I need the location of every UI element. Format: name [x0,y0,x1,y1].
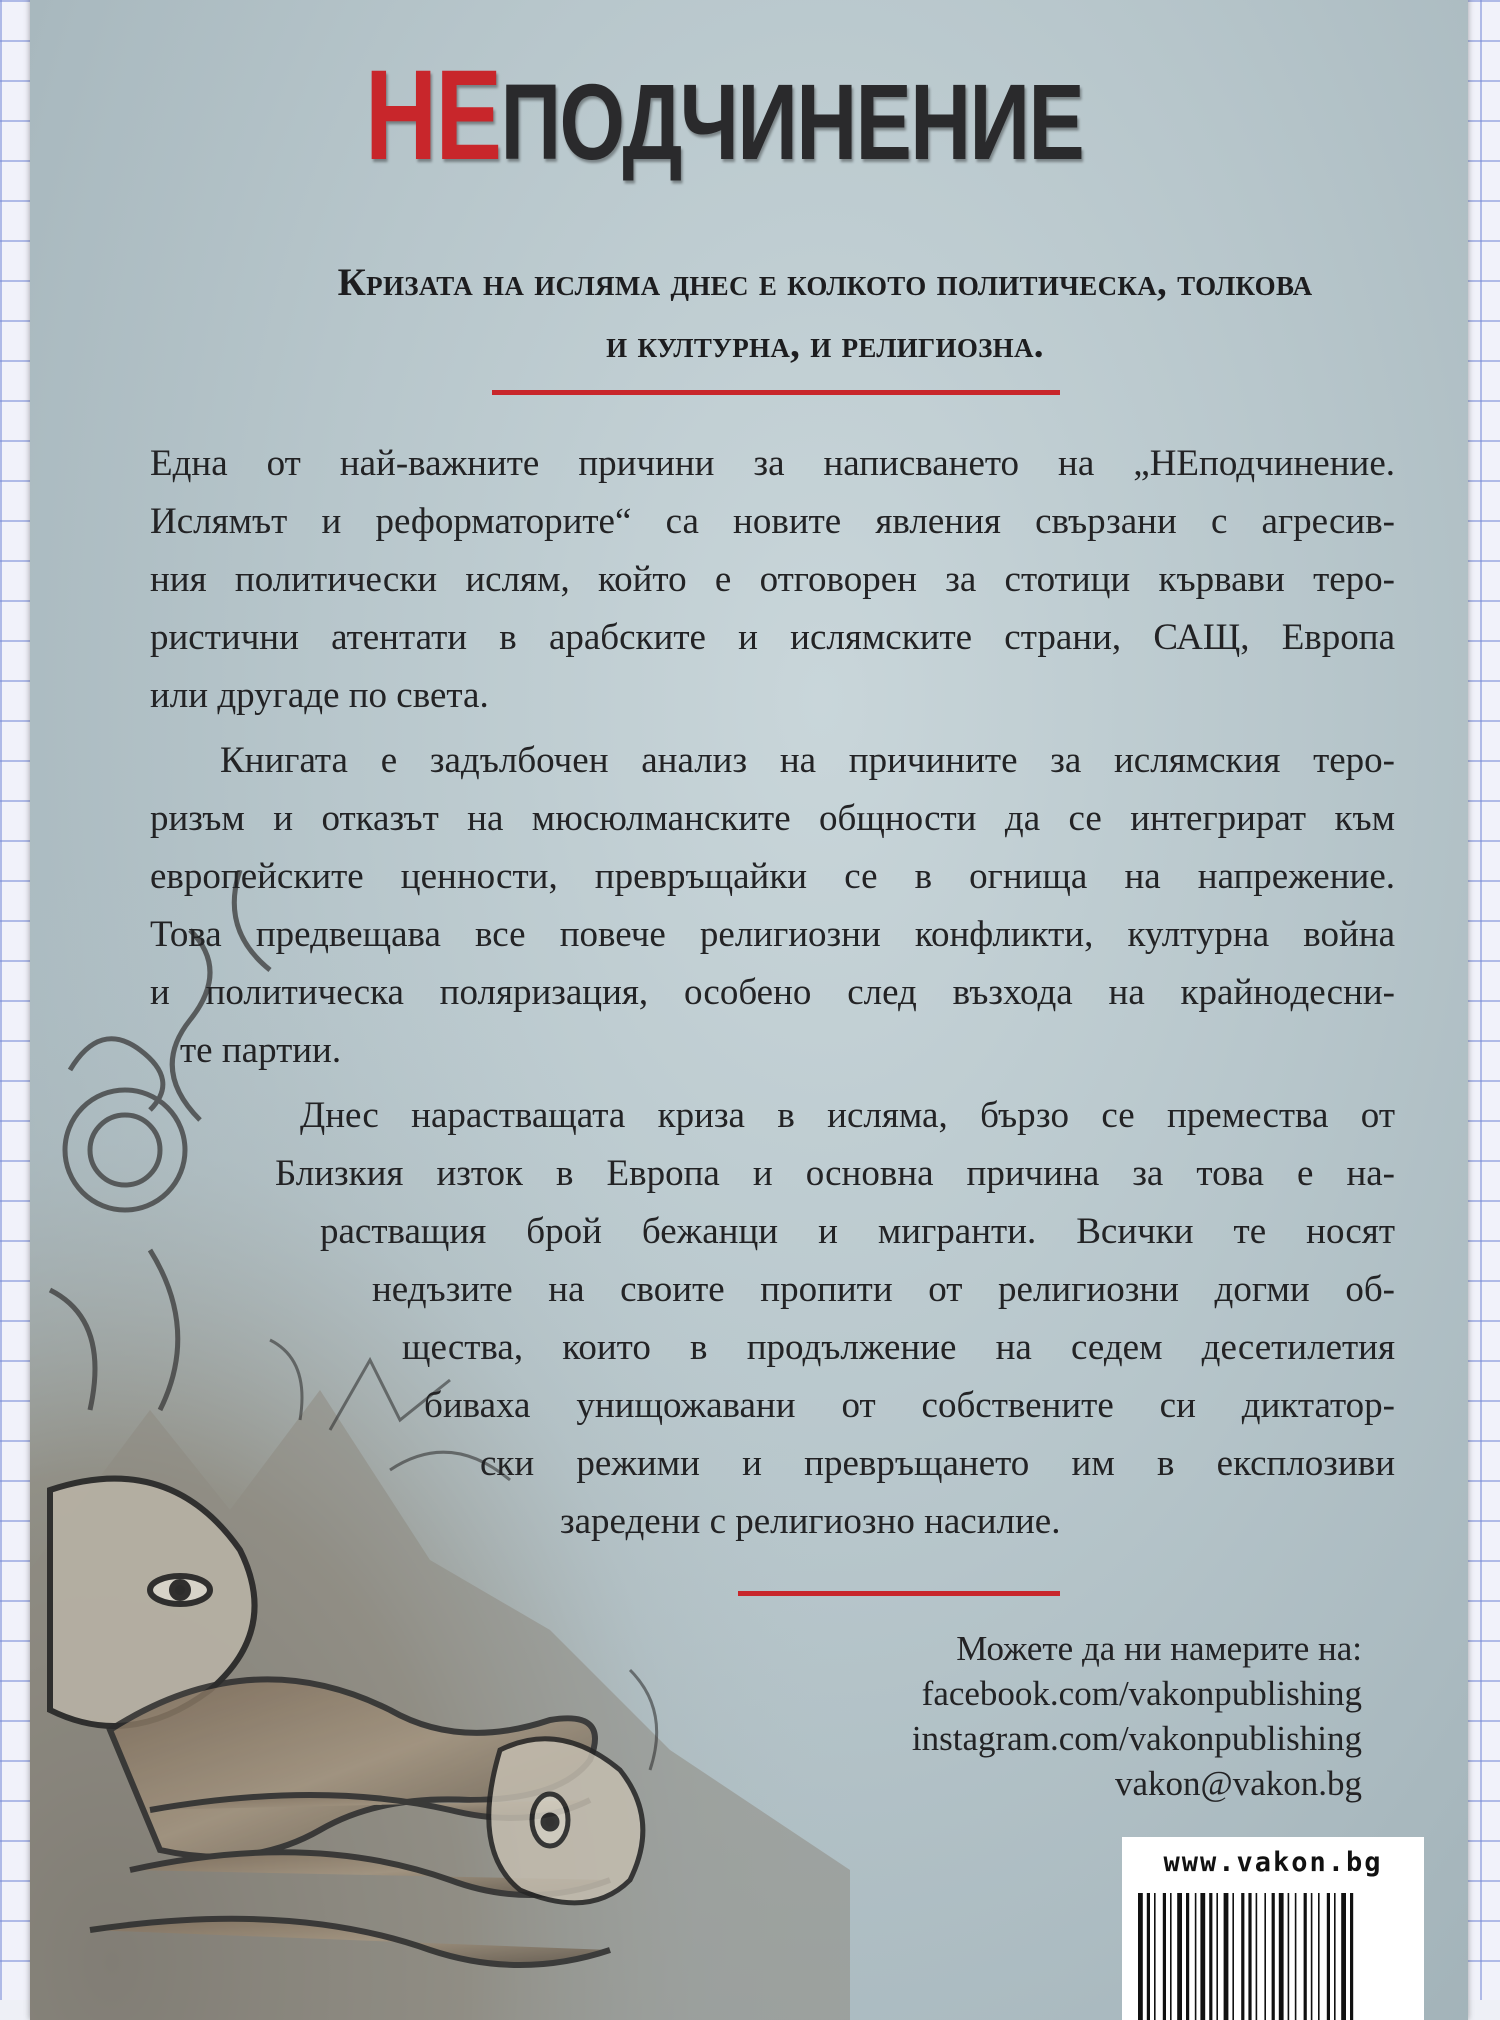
text-line: Близкия изток в Европа и основна причина за това е на- [275,1153,1395,1194]
red-divider-bottom [738,1591,1060,1596]
barcode-bar [1264,1893,1266,2020]
red-divider-top [492,390,1060,395]
barcode-bar [1138,1893,1143,2020]
barcode-label [1122,1837,1424,2020]
barcode-bar [1200,1893,1205,2020]
barcode-image [1134,1893,1412,2020]
barcode-bar [1256,1893,1258,2020]
barcode-bar [1272,1893,1275,2020]
barcode-bar [1195,1893,1197,2020]
text-line: Ислямът и реформаторите“ са новите явления свързани с агресив- [150,501,1395,542]
email-link[interactable]: vakon@vakon.bg [1114,1764,1362,1803]
text-line: недъзите на своите пропити от религиозни догми об- [372,1269,1395,1310]
text-line: заредени с религиозно насилие. [560,1501,1061,1542]
barcode-bar [1350,1893,1353,2020]
text-line: европейските ценности, превръщайки се в огнища на напрежение. [150,856,1395,897]
barcode-bar [1209,1893,1212,2020]
barcode-bar [1163,1893,1166,2020]
text-line: Една от най-важните причини за написването на „НЕподчинение. [150,443,1395,484]
barcode-bar [1147,1893,1150,2020]
subtitle-line-2: и културна, и религиозна. [606,323,1044,366]
barcode-bar [1327,1893,1330,2020]
text-line: ризъм и отказът на мюсюлманските общности да се интегрират към [150,798,1395,839]
subtitle [240,252,1410,376]
text-line: ния политически ислям, който е отговорен за стотици кървави теро- [150,559,1395,600]
barcode-bar [1170,1893,1172,2020]
barcode-bar [1334,1893,1336,2020]
subtitle-line-1: Кризата на исляма днес е колкото политическа, толкова [337,261,1313,304]
text-line: те партии. [180,1030,342,1071]
text-line: растващия брой бежанци и мигранти. Всички те носят [320,1211,1395,1252]
contact-block [912,1626,1362,1806]
text-line: Книгата е задълбочен анализ на причините за ислямския теро- [220,740,1395,781]
book-back-cover [30,0,1468,2020]
barcode-bar [1341,1893,1346,2020]
facebook-link[interactable]: facebook.com/vakonpublishing [921,1674,1362,1713]
barcode-bar [1311,1893,1313,2020]
barcode-bar [1248,1893,1251,2020]
text-line: ристични атентати в арабските и ислямските страни, САЩ, Европа [150,617,1395,658]
barcode-bar [1241,1893,1244,2020]
text-line: и политическа поляризация, особено след възхода на крайнодесни- [150,972,1395,1013]
text-line: биваха унищожавани от собствените си диктатор- [424,1385,1395,1426]
title-prefix: НЕ [365,44,501,187]
text-line: щества, които в продължение на седем десетилетия [402,1327,1395,1368]
barcode-bar [1186,1893,1189,2020]
text-line: или другаде по света. [150,675,489,716]
title-rest: ПОДЧИНЕНИЕ [500,61,1084,182]
text-line: ски режими и превръщането им в експлозиви [480,1443,1395,1484]
text-line: Днес нарастващата криза в исляма, бързо се премества от [300,1095,1395,1136]
instagram-link[interactable]: instagram.com/vakonpublishing [911,1719,1362,1758]
barcode-bar [1224,1893,1229,2020]
barcode-bar [1216,1893,1218,2020]
text-line: Това предвещава все повече религиозни конфликти, културна война [150,914,1395,955]
book-title [365,44,1084,187]
barcode-bar [1304,1893,1307,2020]
barcode-bar [1279,1893,1284,2020]
barcode-bar [1295,1893,1297,2020]
barcode-bar [1232,1893,1234,2020]
barcode-bar [1318,1893,1320,2020]
barcode-bar [1154,1893,1156,2020]
barcode-bar [1288,1893,1290,2020]
website-url[interactable]: www.vakon.bg [1163,1847,1383,1878]
barcode-bar [1177,1893,1182,2020]
contact-intro: Можете да ни намерите на: [956,1629,1362,1668]
